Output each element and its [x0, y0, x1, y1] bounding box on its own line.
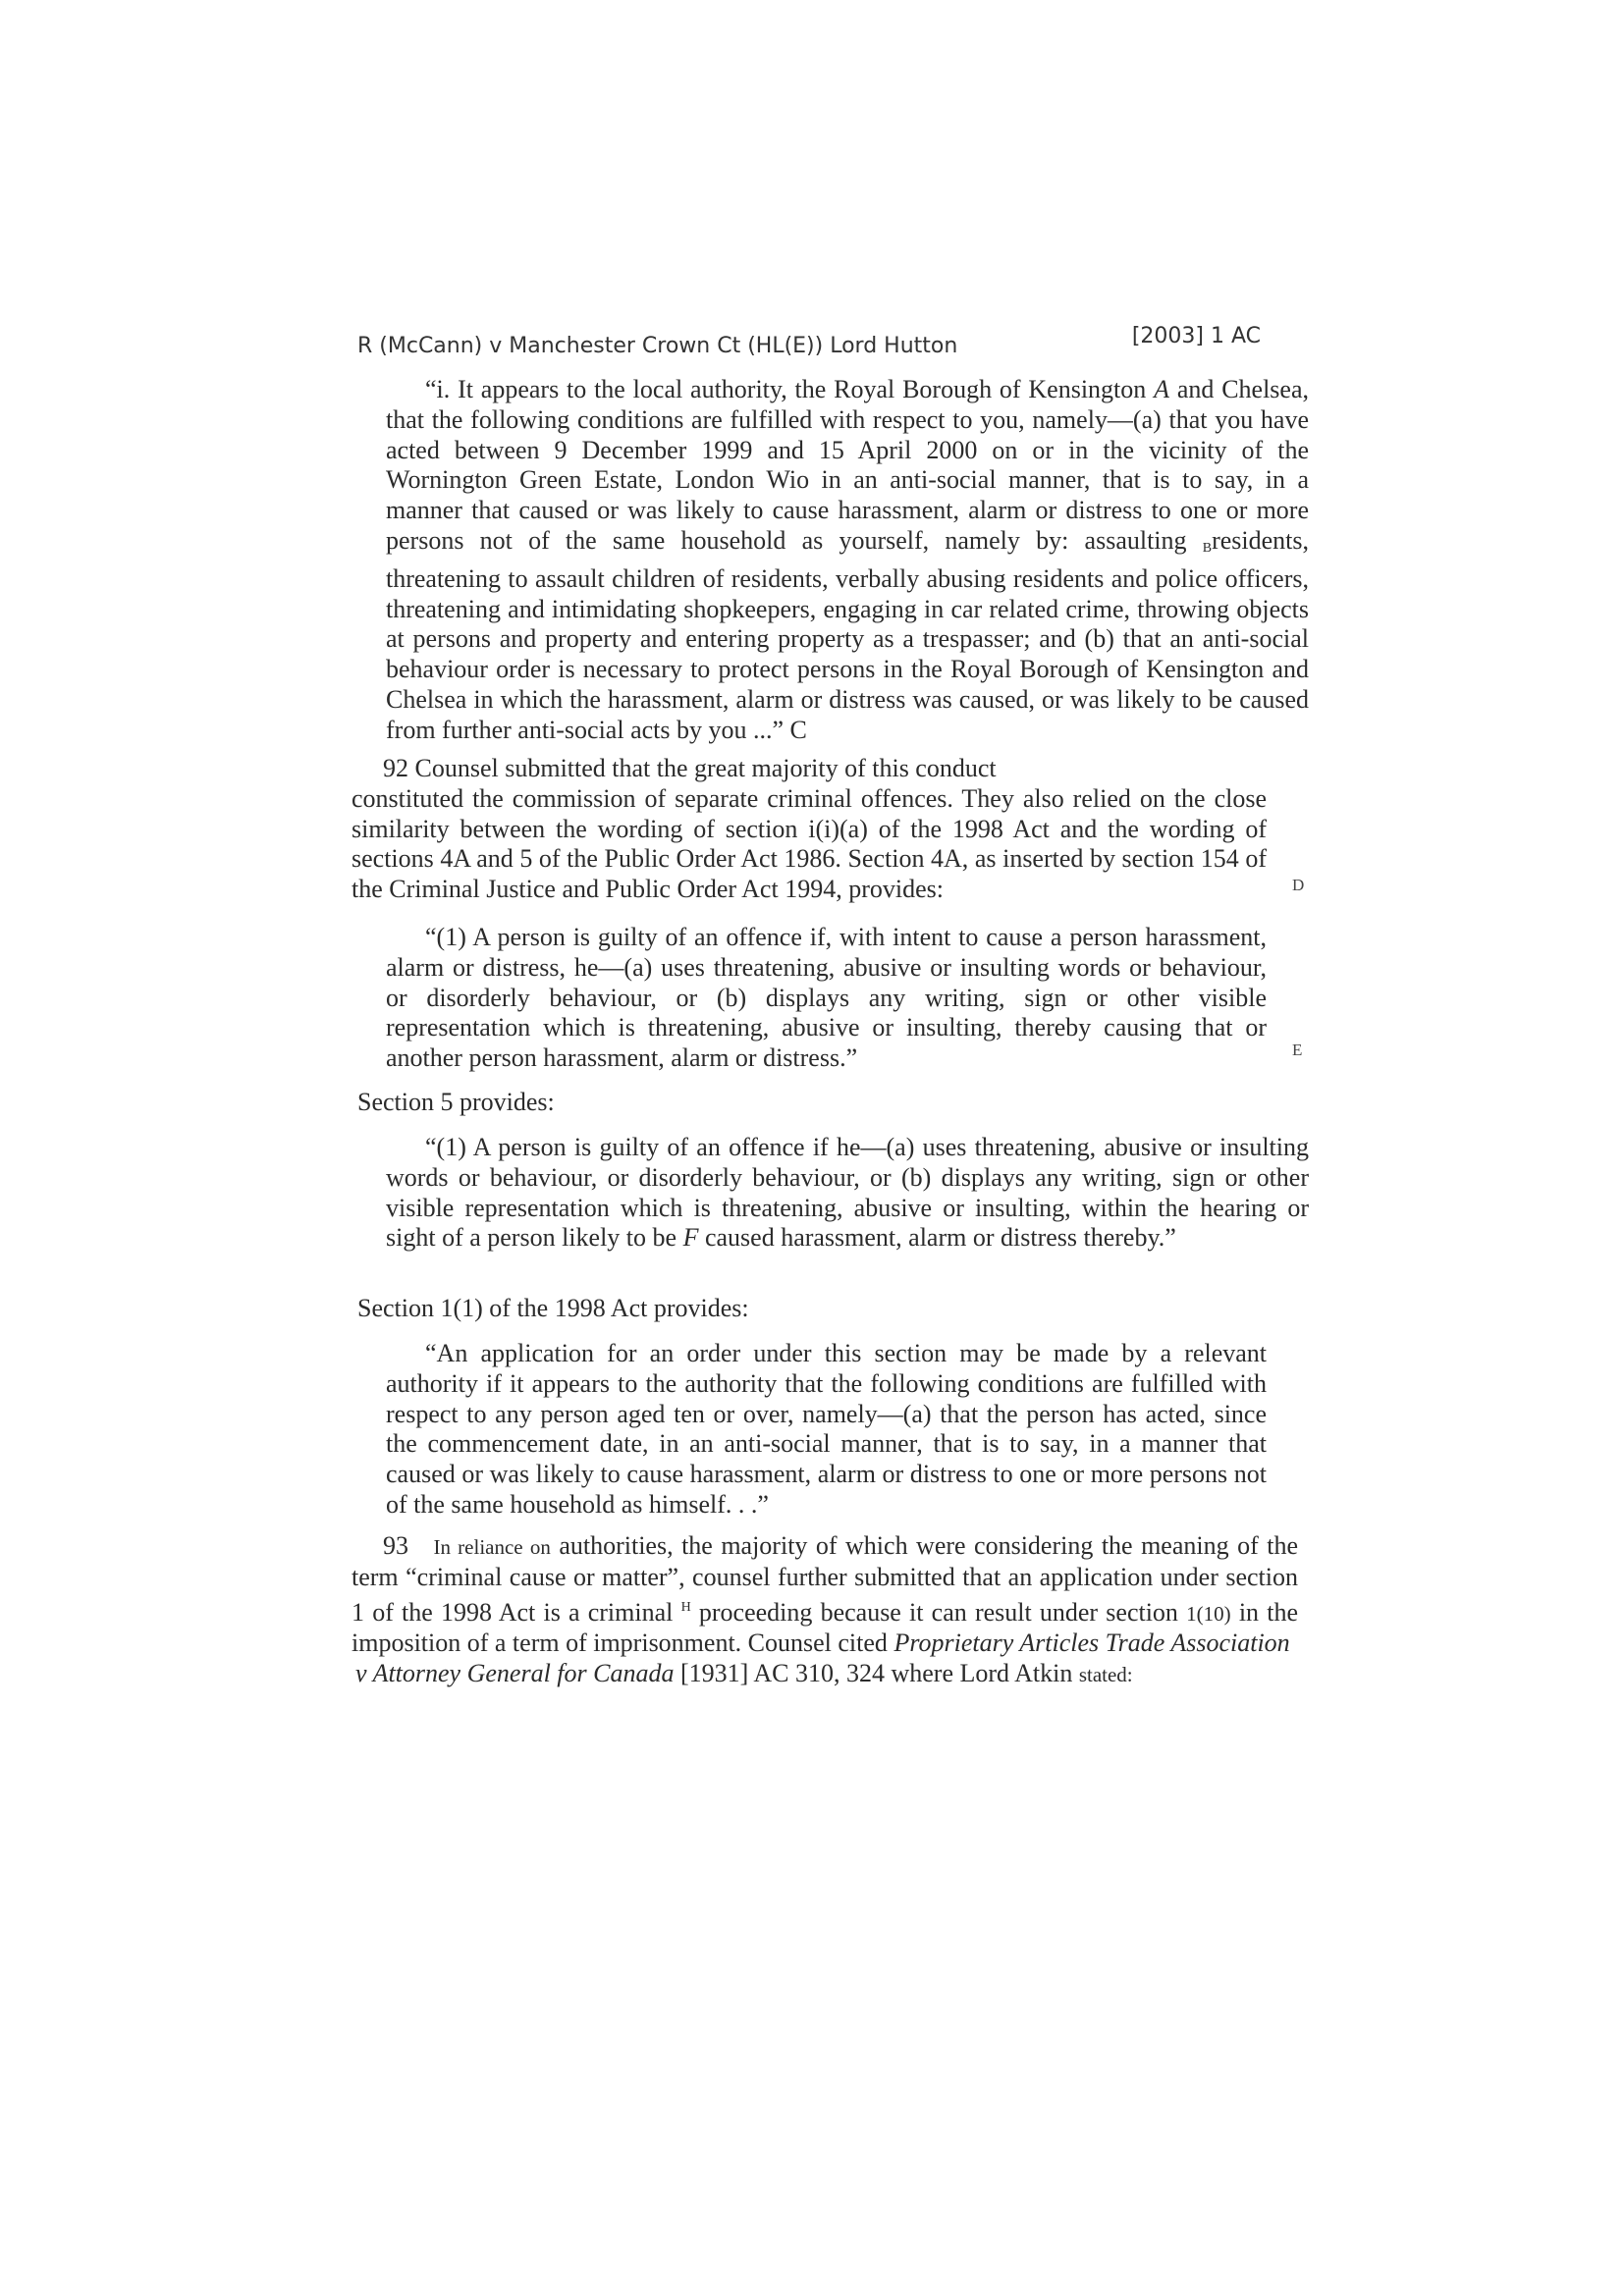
paragraph-93-body: 93 In reliance on authorities, the majority of which were considering the meaning of the term “criminal cause or matter”, counsel further submitted that an application under section 1 of the 1998 Act is a criminal $^H$ proceeding because it can result under section 1(10) in the imposition of a term of imprisonment. Counsel cited Proprietary Articles Trade Association — [352, 1531, 1298, 1658]
quote-4-text: “An application for an order under this section may be made by a relevant authority if it appears to the authority that the following conditions are fulfilled with respect to any person aged ten or over, namely—(a) that the person has acted, since the commencement date, in an anti-social manner, that is to say, in a manner that caused or was likely to cause harassment, alarm or distress to one or more persons not of the same household as himself. . .” — [386, 1339, 1267, 1519]
paragraph-93 — [352, 1531, 1298, 1690]
margin-letter-d: D — [1292, 876, 1305, 894]
margin-letter-e: E — [1292, 1041, 1303, 1059]
paragraph-92-body: constituted the commission of separate criminal offences. They also relied on the close similarity between the wording of section i(i)(a) of the 1998 Act and the wording of sections 4A and 5 of the Public Order Act 1986. Section 4A, as inserted by section 154 of the Criminal Justice and Public Order Act 1994, provides: — [352, 783, 1267, 904]
margin-letter-b: B — [1202, 540, 1213, 556]
running-head — [357, 324, 1261, 369]
case-title: R (McCann) v Manchester Crown Ct (HL(E)) Lord Hutton — [357, 334, 958, 358]
paragraph-92 — [352, 754, 1267, 905]
quote-block-1 — [386, 375, 1309, 746]
quote-2-text: “(1) A person is guilty of an offence if, with intent to cause a person harassment, alarm or distress, he—(a) uses threatening, abusive or insulting words or behaviour, or disorderly behaviour, or (b) displays any writing, sign or other visible representation which is threatening, abusive or insulting, thereby causing that or another person harassment, alarm or distress.” — [386, 923, 1267, 1073]
quote-3-text: “(1) A person is guilty of an offence if he—(a) uses threatening, abusive or insulting words or behaviour, or disorderly behaviour, or (b) displays any writing, sign or other visible representation which is threatening, abusive or insulting, within the hearing or sight of a person likely to be F caused harassment, alarm or distress thereby.” — [386, 1133, 1309, 1253]
margin-letter-a: A — [1154, 375, 1169, 403]
quote-block-3 — [386, 1133, 1309, 1254]
case-name-continued: v Attorney General for Canada — [355, 1659, 675, 1688]
quote-1-text: “i. It appears to the local authority, the Royal Borough of Kensington A and Chelsea, that the following conditions are fulfilled with respect to you, namely—(a) that you have acted between 9 December 1999 and 15 April 2000 on or in the vicinity of the Wornington Green Estate, London Wio in an anti-social manner, that is to say, in a manner that caused or was likely to cause harassment, alarm or distress to one or more persons not of the same household as yourself, namely by: assaulting $_B$residents, threatening to assault children of residents, verbally abusing residents and police officers, threatening and intimidating shopkeepers, engaging in car related crime, throwing objects at persons and property and entering property as a trespasser; and (b) that an anti-social behaviour order is necessary to protect persons in the Royal Borough of Kensington and Chelsea in which the harassment, alarm or distress was caused, or was likely to be caused from further anti-social acts by you ...” C — [386, 375, 1310, 744]
margin-letter-f: F — [682, 1223, 699, 1253]
citation: [2003] 1 AC — [1131, 324, 1261, 348]
quote-block-2 — [386, 923, 1267, 1074]
paragraph-92-first-line: 92 Counsel submitted that the great majority of this conduct — [383, 754, 997, 782]
case-name: Proprietary Articles Trade Association — [893, 1629, 1290, 1658]
section-1-intro: Section 1(1) of the 1998 Act provides: — [357, 1294, 749, 1322]
quote-block-4 — [386, 1339, 1267, 1521]
margin-letter-h: H — [680, 1599, 691, 1615]
paragraph-93-last-line: v Attorney General for Canada [1931] AC 310, 324 where Lord Atkin stated: — [355, 1659, 1133, 1688]
section-5-intro: Section 5 provides: — [357, 1088, 555, 1116]
paragraph-number: 93 — [383, 1531, 408, 1560]
